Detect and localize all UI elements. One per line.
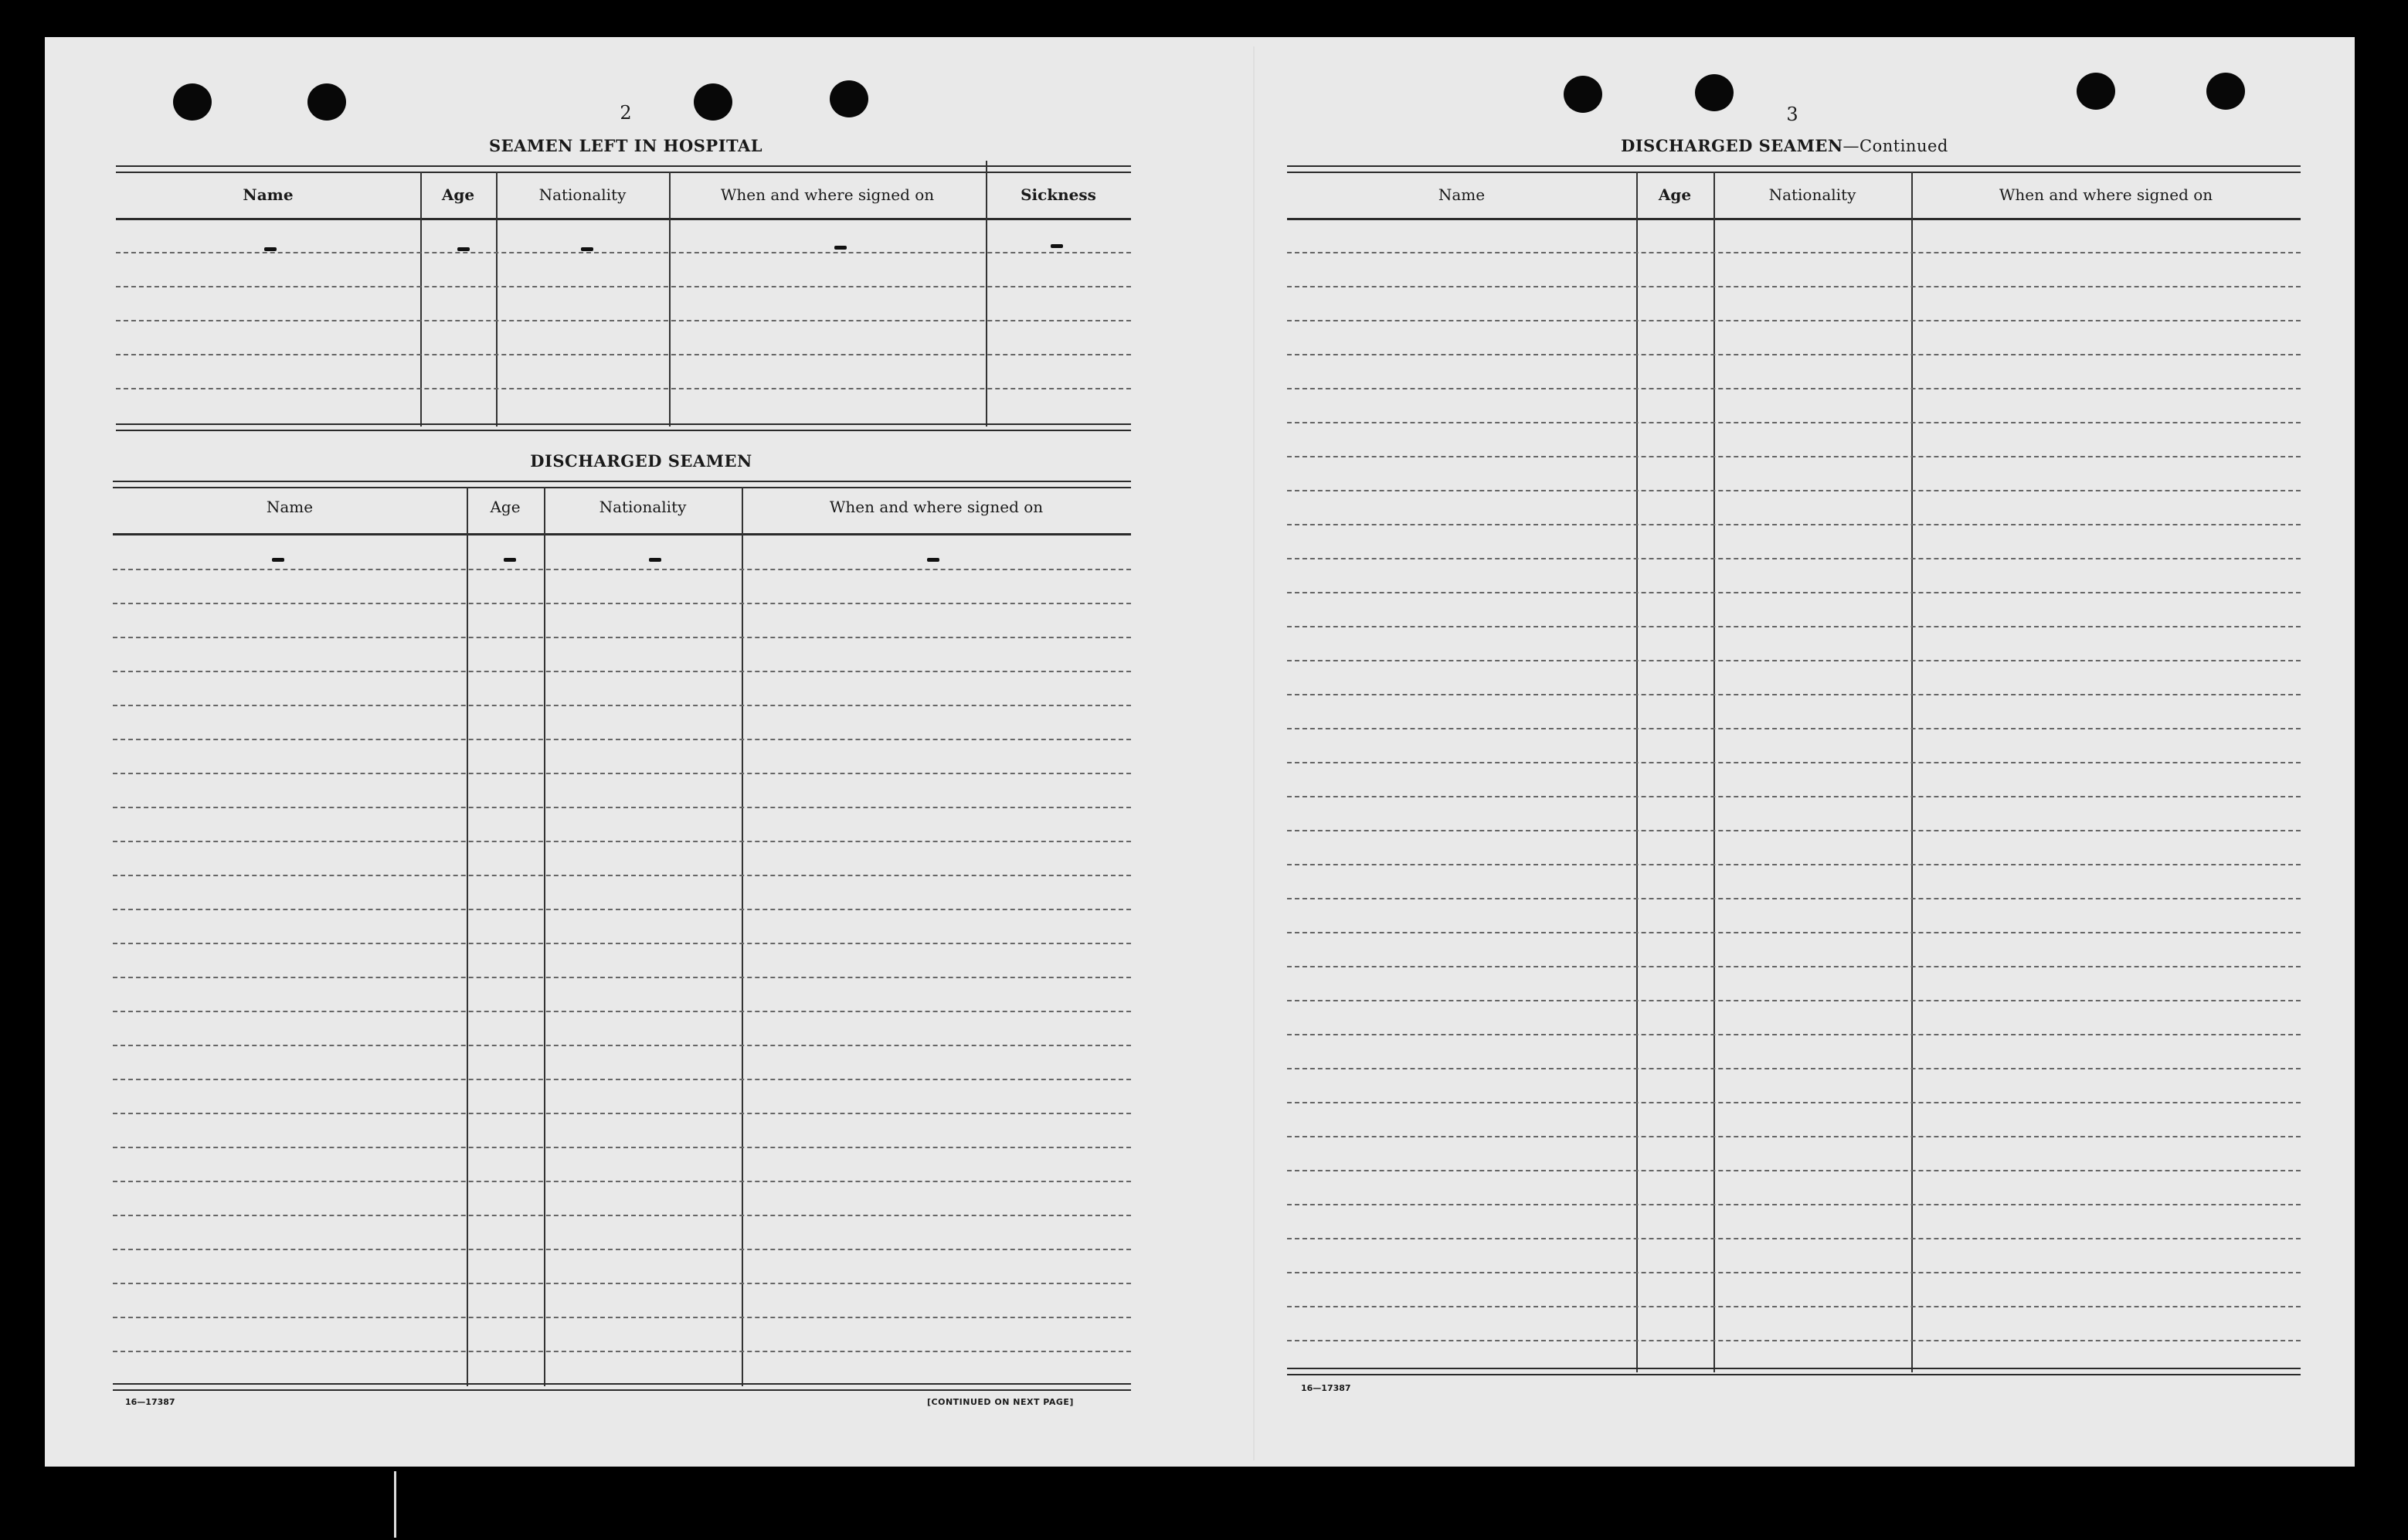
table-row bbox=[113, 1283, 1131, 1284]
table-row bbox=[1287, 626, 2301, 627]
header-rule bbox=[1287, 218, 2301, 220]
table-top-rule bbox=[116, 165, 1131, 173]
col-header-signed-on: When and where signed on bbox=[829, 498, 1044, 516]
table-top-rule bbox=[113, 481, 1131, 488]
table-row bbox=[1287, 320, 2301, 321]
table-row bbox=[113, 1079, 1131, 1080]
table-row bbox=[113, 807, 1131, 808]
table-row bbox=[1287, 694, 2301, 695]
table-row bbox=[116, 388, 1131, 389]
col-header-signed-on: When and where signed on bbox=[720, 185, 935, 204]
table-row bbox=[113, 875, 1131, 876]
table-row bbox=[1287, 1306, 2301, 1307]
table-row bbox=[113, 637, 1131, 638]
table-row bbox=[1287, 830, 2301, 831]
col-header-age: Age bbox=[441, 185, 475, 204]
continued-footnote: [CONTINUED ON NEXT PAGE] bbox=[927, 1397, 1074, 1407]
blank-dash-mark bbox=[581, 247, 593, 251]
table-row bbox=[113, 1317, 1131, 1318]
table-row bbox=[1287, 966, 2301, 967]
table-row bbox=[113, 671, 1131, 672]
table-row bbox=[1287, 660, 2301, 661]
table-row bbox=[113, 1011, 1131, 1012]
table-row bbox=[1287, 1034, 2301, 1035]
table-row bbox=[1287, 252, 2301, 253]
section-title-hospital: SEAMEN LEFT IN HOSPITAL bbox=[488, 136, 763, 155]
blank-dash-mark bbox=[649, 558, 661, 562]
column-divider bbox=[1911, 172, 1913, 1372]
table-row bbox=[1287, 1102, 2301, 1103]
page-number-right: 3 bbox=[1786, 104, 1798, 125]
table-row bbox=[113, 943, 1131, 944]
blank-dash-mark bbox=[264, 247, 277, 251]
film-edge-mark bbox=[394, 1471, 396, 1538]
table-row bbox=[116, 252, 1131, 253]
table-row bbox=[1287, 354, 2301, 355]
table-bottom-rule bbox=[113, 1383, 1131, 1391]
punch-hole bbox=[307, 83, 346, 121]
col-header-nationality: Nationality bbox=[538, 185, 627, 204]
table-row bbox=[113, 1045, 1131, 1046]
table-row bbox=[1287, 1000, 2301, 1001]
table-row bbox=[1287, 932, 2301, 933]
table-row bbox=[113, 1249, 1131, 1250]
col-header-nationality: Nationality bbox=[599, 498, 687, 516]
punch-hole bbox=[173, 83, 212, 121]
blank-dash-mark bbox=[504, 558, 516, 562]
section-title-discharged: DISCHARGED SEAMEN bbox=[530, 451, 752, 471]
column-divider bbox=[986, 161, 987, 427]
col-header-signed-on: When and where signed on bbox=[1999, 185, 2213, 204]
table-row bbox=[113, 841, 1131, 842]
discharged-continued-table bbox=[1287, 165, 2301, 1375]
header-rule bbox=[113, 533, 1131, 535]
blank-dash-mark bbox=[834, 246, 847, 250]
col-header-name: Name bbox=[243, 185, 294, 204]
col-header-sickness: Sickness bbox=[1021, 185, 1096, 204]
table-row bbox=[1287, 524, 2301, 525]
table-row bbox=[116, 286, 1131, 287]
table-row bbox=[113, 569, 1131, 570]
column-divider bbox=[1713, 172, 1715, 1372]
table-row bbox=[113, 773, 1131, 774]
table-row bbox=[113, 739, 1131, 740]
punch-hole bbox=[694, 83, 732, 121]
table-row bbox=[1287, 1238, 2301, 1239]
table-row bbox=[113, 705, 1131, 706]
table-top-rule bbox=[1287, 165, 2301, 173]
section-title-suffix: —Continued bbox=[1843, 137, 1948, 155]
section-title-discharged-continued bbox=[1545, 136, 2024, 155]
blank-dash-mark bbox=[1051, 244, 1063, 248]
table-row bbox=[116, 354, 1131, 355]
table-row bbox=[113, 1215, 1131, 1216]
table-row bbox=[1287, 422, 2301, 423]
table-row bbox=[113, 1181, 1131, 1182]
form-code-left: 16—17387 bbox=[125, 1397, 175, 1407]
table-row bbox=[1287, 1272, 2301, 1273]
blank-dash-mark bbox=[272, 558, 284, 562]
col-header-age: Age bbox=[490, 498, 521, 516]
table-row bbox=[113, 1351, 1131, 1352]
table-row bbox=[113, 977, 1131, 978]
column-divider bbox=[1636, 172, 1638, 1372]
table-row bbox=[1287, 490, 2301, 491]
table-row bbox=[1287, 1204, 2301, 1205]
punch-hole bbox=[830, 80, 868, 117]
punch-hole bbox=[1564, 76, 1602, 113]
page-number-left: 2 bbox=[620, 102, 632, 124]
table-row bbox=[1287, 1068, 2301, 1069]
discharged-table bbox=[113, 481, 1131, 1391]
table-row bbox=[113, 1147, 1131, 1148]
table-row bbox=[1287, 898, 2301, 899]
col-header-name: Name bbox=[1438, 185, 1486, 204]
col-header-name: Name bbox=[266, 498, 314, 516]
section-title-text: DISCHARGED SEAMEN bbox=[1621, 136, 1843, 155]
table-row bbox=[1287, 1136, 2301, 1137]
table-row bbox=[1287, 728, 2301, 729]
table-bottom-rule bbox=[116, 423, 1131, 431]
punch-hole bbox=[2206, 73, 2245, 110]
table-row bbox=[1287, 864, 2301, 865]
blank-dash-mark bbox=[927, 558, 939, 562]
table-row bbox=[1287, 1170, 2301, 1171]
punch-hole bbox=[1695, 74, 1734, 111]
form-code-right: 16—17387 bbox=[1301, 1383, 1351, 1393]
hospital-table bbox=[116, 165, 1131, 431]
table-row bbox=[1287, 558, 2301, 559]
table-row bbox=[1287, 388, 2301, 389]
table-row bbox=[113, 1113, 1131, 1114]
col-header-nationality: Nationality bbox=[1768, 185, 1856, 204]
table-row bbox=[1287, 762, 2301, 763]
blank-dash-mark bbox=[457, 247, 470, 251]
column-divider bbox=[742, 487, 743, 1386]
table-row bbox=[1287, 592, 2301, 593]
column-divider bbox=[467, 487, 468, 1386]
table-row bbox=[1287, 456, 2301, 457]
table-row bbox=[1287, 286, 2301, 287]
table-row bbox=[1287, 796, 2301, 797]
table-row bbox=[1287, 1340, 2301, 1341]
col-header-age: Age bbox=[1658, 185, 1692, 204]
punch-hole bbox=[2077, 73, 2115, 110]
table-bottom-rule bbox=[1287, 1368, 2301, 1375]
table-row bbox=[113, 909, 1131, 910]
page-fold bbox=[1253, 46, 1255, 1460]
table-row bbox=[116, 320, 1131, 321]
table-row bbox=[113, 603, 1131, 604]
column-divider bbox=[544, 487, 545, 1386]
header-rule bbox=[116, 218, 1131, 220]
